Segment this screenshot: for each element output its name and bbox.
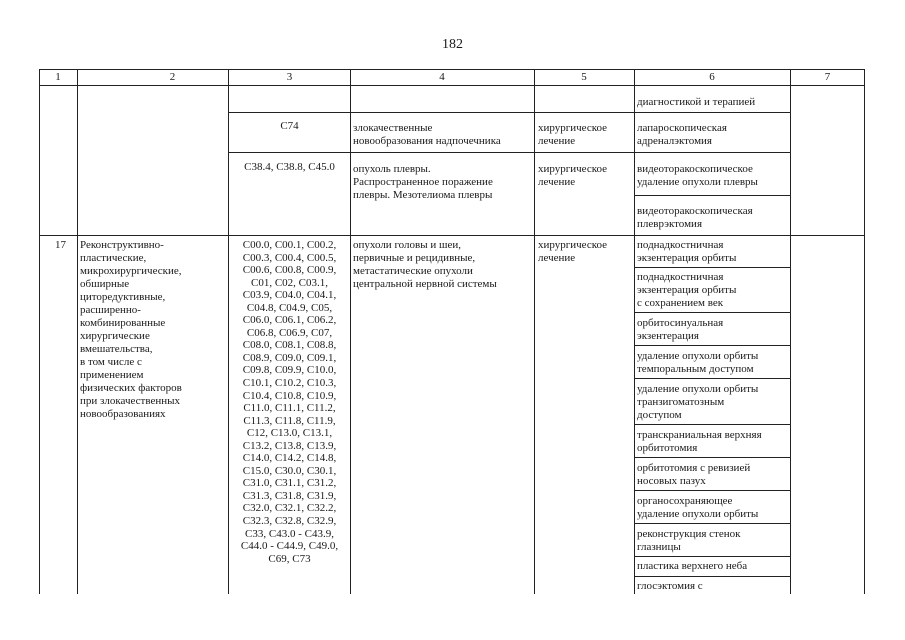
icd-code-list [229, 239, 350, 565]
method-text: темпоральным доступом [637, 363, 754, 375]
treatment-text: хирургическое [538, 163, 608, 175]
method-text: плеврэктомия [637, 218, 703, 230]
group-name-line: применением [80, 369, 144, 381]
group-name-line: расширенно- [80, 304, 141, 316]
group-name-line: вмешательства, [80, 343, 153, 355]
icd-code-line: C32.3, C32.8, C32.9, [242, 515, 337, 528]
page-number: 182 [442, 37, 463, 52]
group-name-line: в том числе с [80, 356, 142, 368]
icd-code-line: C03.9, C04.0, C04.1, [242, 289, 337, 302]
method-text: пластика верхнего неба [637, 560, 748, 572]
diagnosis-text: плевры. Мезотелиома плевры [353, 189, 493, 201]
method-text: орбитотомия [637, 442, 698, 454]
icd-code-line: C15.0, C30.0, C30.1, [242, 464, 337, 477]
icd-code-line: C08.0, C08.1, C08.8, [242, 339, 337, 352]
method-text: органосохраняющее [637, 495, 733, 507]
diagnosis-text: опухоли головы и шеи, [353, 239, 461, 251]
icd-code-line: C10.1, C10.2, C10.3, [242, 377, 337, 390]
group-name-line: комбинированные [80, 317, 166, 329]
group-name-line: физических факторов [80, 382, 182, 394]
method-divider [634, 523, 790, 524]
treatment-text: лечение [538, 135, 576, 147]
column-header-5: 5 [581, 71, 587, 83]
icd-code-line: C13.2, C13.8, C13.9, [242, 439, 337, 452]
icd-code-line: C01, C02, C03.1, [250, 276, 328, 289]
column-divider [77, 69, 78, 594]
method-text: удаление опухоли орбиты [637, 383, 759, 395]
icd-code-line: C00.6, C00.8, C00.9, [242, 264, 337, 277]
row-divider [228, 152, 790, 153]
header-bottom-border [39, 85, 865, 86]
icd-code-line: C06.0, C06.1, C06.2, [242, 314, 337, 327]
diagnosis-text: новообразования надпочечника [353, 135, 501, 147]
method-text: лапароскопическая [637, 122, 727, 134]
icd-code-line: C31.3, C31.8, C31.9, [242, 489, 337, 502]
column-header-3: 3 [286, 71, 293, 83]
method-text: глосэктомия с [637, 580, 703, 592]
diagnosis-text: первичные и рецидивные, [353, 252, 476, 264]
column-header-4: 4 [439, 71, 445, 83]
method-text: удаление опухоли орбиты [637, 350, 759, 362]
method-text: транзигоматозным [637, 396, 725, 408]
column-divider [634, 69, 635, 594]
group-name-line: пластические, [80, 252, 147, 264]
procedure-table [39, 69, 865, 594]
icd-code-line: C32.0, C32.1, C32.2, [242, 502, 337, 515]
icd-code-line: C09.8, C09.9, C10.0, [242, 364, 337, 377]
method-text: видеоторакоскопическая [637, 205, 753, 217]
column-divider [350, 69, 351, 594]
method-text: транскраниальная верхняя [637, 429, 762, 441]
method-text: поднадкостничная [637, 239, 724, 251]
method-divider [634, 312, 790, 313]
group-name-line: микрохирургические, [80, 265, 182, 277]
icd-code-line: C00.3, C00.4, C00.5, [242, 251, 337, 264]
treatment-text: хирургическое [538, 239, 608, 251]
row-divider [228, 112, 790, 113]
icd-codes: C74 [280, 120, 299, 132]
method-text: орбитотомия с ревизией [637, 462, 751, 474]
column-header-1: 1 [55, 71, 61, 83]
row-divider [39, 235, 865, 236]
method-text: с сохранением век [637, 297, 724, 309]
method-text: видеоторакоскопическое [637, 163, 753, 175]
icd-code-line: C69, C73 [268, 552, 311, 565]
method-text: адреналэктомия [637, 135, 712, 147]
treatment-text: лечение [538, 176, 576, 188]
diagnosis-text: Распространенное поражение [353, 176, 493, 188]
icd-code-line: C31.0, C31.1, C31.2, [242, 477, 337, 490]
icd-code-line: C11.3, C11.8, C11.9, [243, 414, 336, 427]
icd-code-line: C10.4, C10.8, C10.9, [242, 389, 337, 402]
method-text: экзентерация [637, 330, 699, 342]
group-name-line: новообразованиях [80, 408, 166, 420]
group-name-line: при злокачественных [80, 395, 181, 407]
diagnosis-text: злокачественные [353, 122, 433, 134]
diagnosis-text: центральной нервной системы [353, 278, 497, 290]
group-name-line: Реконструктивно- [80, 239, 164, 251]
icd-code-line: C12, C13.0, C13.1, [246, 427, 333, 440]
icd-code-line: C14.0, C14.2, C14.8, [242, 452, 337, 465]
method-text: носовых пазух [637, 475, 706, 487]
column-header-7: 7 [824, 71, 831, 83]
column-divider [864, 69, 865, 594]
method-text: реконструкция стенок [637, 528, 741, 540]
method-divider [634, 457, 790, 458]
method-text: удаление опухоли орбиты [637, 508, 759, 520]
method-text: экзентерация орбиты [637, 252, 737, 264]
icd-codes: C38.4, C38.8, C45.0 [244, 161, 335, 173]
method-divider [634, 267, 790, 268]
icd-code-line: C08.9, C09.0, C09.1, [242, 351, 337, 364]
method-text: орбитосинуальная [637, 317, 724, 329]
diagnosis-text: опухоль плевры. [353, 163, 431, 175]
group-number: 17 [55, 239, 66, 251]
treatment-text: лечение [538, 252, 576, 264]
method-divider [634, 345, 790, 346]
method-text: экзентерация орбиты [637, 284, 737, 296]
row-divider [634, 195, 790, 196]
column-divider [39, 69, 40, 594]
icd-code-line: C44.0 - C44.9, C49.0, [240, 540, 339, 553]
icd-code-line: C00.0, C00.1, C00.2, [242, 239, 337, 251]
icd-code-line: C11.0, C11.1, C11.2, [243, 402, 336, 415]
group-name-line: циторедуктивные, [80, 291, 166, 303]
icd-code-line: C06.8, C06.9, C07, [246, 326, 333, 339]
group-name-line: обширные [80, 278, 130, 290]
column-header-6: 6 [709, 71, 715, 83]
column-divider [790, 69, 791, 594]
method-divider [634, 490, 790, 491]
method-divider [634, 556, 790, 557]
method-divider [634, 424, 790, 425]
treatment-text: хирургическое [538, 122, 608, 134]
table-top-border [39, 69, 865, 70]
method-text: удаление опухоли плевры [637, 176, 758, 188]
method-text: доступом [637, 409, 682, 421]
method-text: поднадкостничная [637, 271, 724, 283]
group-name-line: хирургические [80, 330, 150, 342]
method-text: диагностикой и терапией [637, 96, 756, 108]
method-text: глазницы [637, 541, 681, 553]
method-divider [634, 378, 790, 379]
column-header-2: 2 [169, 71, 176, 83]
column-divider [534, 69, 535, 594]
diagnosis-text: метастатические опухоли [353, 265, 473, 277]
method-divider [634, 576, 790, 577]
icd-code-line: C33, C43.0 - C43.9, [245, 527, 334, 540]
icd-code-line: C04.8, C04.9, C05, [246, 301, 333, 314]
